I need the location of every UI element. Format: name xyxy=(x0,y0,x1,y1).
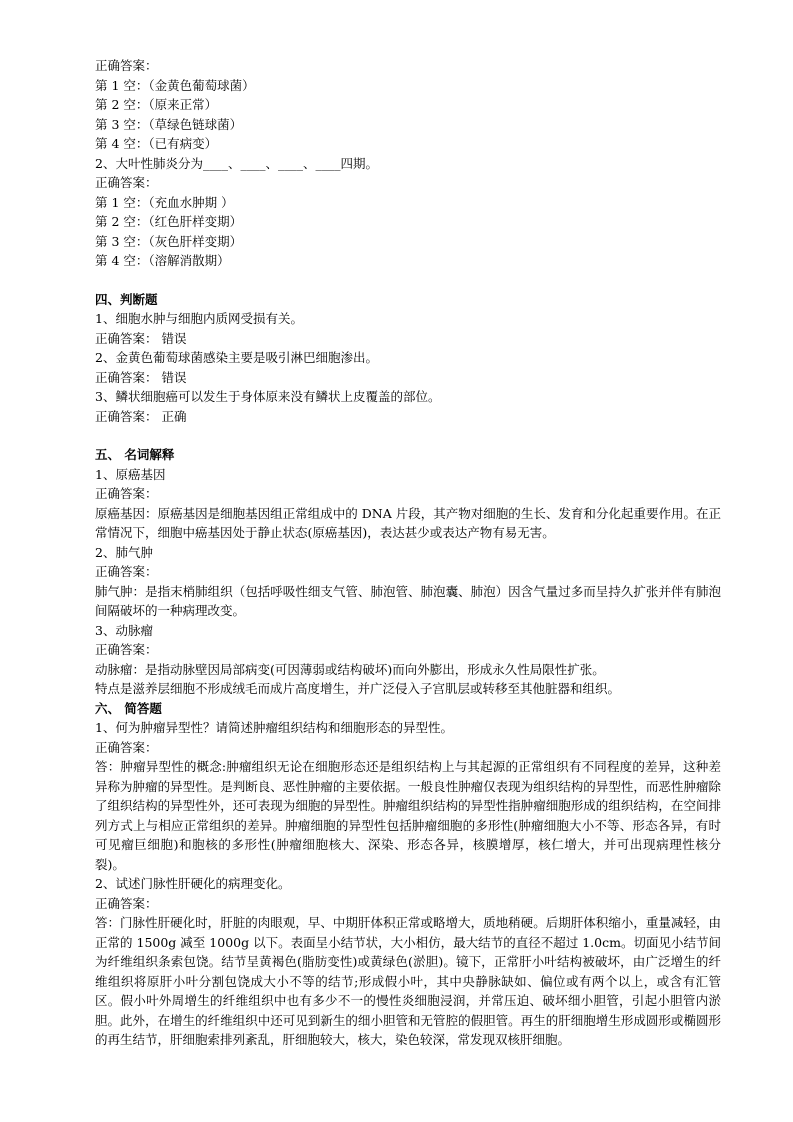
blank-answer: 第 4 空：（已有病变） xyxy=(95,136,218,151)
judgement-question: 1、细胞水肿与细胞内质网受损有关。 xyxy=(95,311,303,326)
fill-blank-question: 2、大叶性肺炎分为____、____、____、____四期。 xyxy=(95,155,378,171)
section-heading: 四、判断题 xyxy=(95,291,158,307)
section-heading: 六、 简答题 xyxy=(95,700,162,716)
section-heading: 五、 名词解释 xyxy=(95,447,175,462)
document-page xyxy=(95,56,721,1050)
term-answer: 肺气肿：是指末梢肺组织（包括呼吸性细支气管、肺泡管、肺泡囊、肺泡）因含气量过多而呈持久扩张并伴有肺泡间隔破坏的一种病理改变。 xyxy=(95,583,721,618)
short-question: 2、试述门脉性肝硬化的病理变化。 xyxy=(95,876,291,891)
judgement-answer: 正确答案： 正确 xyxy=(95,408,187,424)
answer-label: 正确答案： xyxy=(95,564,158,579)
term-question: 2、肺气肿 xyxy=(95,544,153,560)
judgement-answer: 正确答案： 错误 xyxy=(95,330,187,346)
answer-label: 正确答案： xyxy=(95,642,158,657)
section-definitions xyxy=(95,445,721,699)
term-answer: 动脉瘤：是指动脉壁因局部病变(可因薄弱或结构破坏)而向外膨出，形成永久性局限性扩张。 xyxy=(95,661,605,677)
term-answer: 原癌基因：原癌基因是细胞基因组正常组成中的 DNA 片段，其产物对细胞的生长、发育和分化起重要作用。在正常情况下，细胞中癌基因处于静止状态(原癌基因)，表达甚少或表达产物有易无害。 xyxy=(95,505,721,540)
short-answer: 答：门脉性肝硬化时，肝脏的肉眼观，早、中期肝体积正常或略增大，质地稍硬。后期肝体积缩小，重量减轻，由正常的 1500g 减至 1000g 以下。表面呈小结节状，大小相仿，最大结节的直径不超过 1.0cm。切面见小结节间为纤维组织条索包饶。结节呈黄褐色(脂肪变性)或黄绿色(淤胆)。镜下，正常肝小叶结构被破坏，由广泛增生的纤维组织将原肝小叶分割包饶成大小不等的结节;形成假小叶，其中央静脉缺如、偏位或有两个以上，或含有汇管区。假小叶外周增生的纤维组织中也有多少不一的慢性炎细胞浸润，并常压迫、破坏细小胆管，引起小胆管内淤胆。此外，在增生的纤维组织中还可见到新生的细小胆管和无管腔的假胆管。再生的肝细胞增生形成圆形或椭圆形的再生结节，肝细胞索排列紊乱，肝细胞较大，核大，染色较深，常发现双核肝细胞。 xyxy=(95,915,721,1047)
term-question: 3、动脉瘤 xyxy=(95,622,153,638)
top-answers-block xyxy=(95,56,721,271)
blank-answer: 第 1 空：（金黄色葡萄球菌） xyxy=(95,77,255,93)
answer-label: 正确答案： xyxy=(95,175,158,190)
blank-answer: 第 4 空：（溶解消散期） xyxy=(95,253,230,268)
blank-answer: 第 3 空：（灰色肝样变期） xyxy=(95,233,243,249)
term-question: 1、原癌基因 xyxy=(95,466,166,482)
judgement-answer: 正确答案： 错误 xyxy=(95,369,187,385)
blank-answer: 第 1 空：（充血水肿期 ） xyxy=(95,194,234,210)
short-question: 1、何为肿瘤异型性？请简述肿瘤组织结构和细胞形态的异型性。 xyxy=(95,720,453,735)
answer-label: 正确答案： xyxy=(95,739,158,755)
judgement-question: 2、金黄色葡萄球菌感染主要是吸引淋巴细胞渗出。 xyxy=(95,350,378,365)
blank-answer: 第 2 空：（红色肝样变期） xyxy=(95,214,243,229)
blank-answer: 第 2 空：（原来正常） xyxy=(95,97,218,112)
judgement-question: 3、鳞状细胞癌可以发生于身体原来没有鳞状上皮覆盖的部位。 xyxy=(95,389,441,404)
spacer xyxy=(95,426,721,445)
blank-answer: 第 3 空：（草绿色链球菌） xyxy=(95,116,243,132)
answer-label: 正确答案： xyxy=(95,486,158,501)
spacer xyxy=(95,271,721,290)
section-short-answer xyxy=(95,699,721,1050)
term-answer-extra: 特点是滋养层细胞不形成绒毛而成片高度增生，并广泛侵入子宫肌层或转移至其他脏器和组织。 xyxy=(95,681,621,696)
answer-label: 正确答案： xyxy=(95,895,158,911)
answer-label: 正确答案： xyxy=(95,58,158,73)
section-judgement xyxy=(95,290,721,427)
short-answer: 答：肿瘤异型性的概念:肿瘤组织无论在细胞形态还是组织结构上与其起源的正常组织有不同程度的差异，这种差异称为肿瘤的异型性。是判断良、恶性肿瘤的主要依据。一般良性肿瘤仅表现为组织结构的异型性，而恶性肿瘤除了组织结构的异型性外，还可表现为细胞的异型性。肿瘤组织结构的异型性指肿瘤细胞形成的组织结构，在空间排列方式上与相应正常组织的差异。肿瘤细胞的异型性包括肿瘤细胞的多形性(肿瘤细胞大小不等、形态各异，有时可见瘤巨细胞)和胞核的多形性(肿瘤细胞核大、深染、形态各异，核膜增厚，核仁增大，并可出现病理性核分裂)。 xyxy=(95,759,721,872)
